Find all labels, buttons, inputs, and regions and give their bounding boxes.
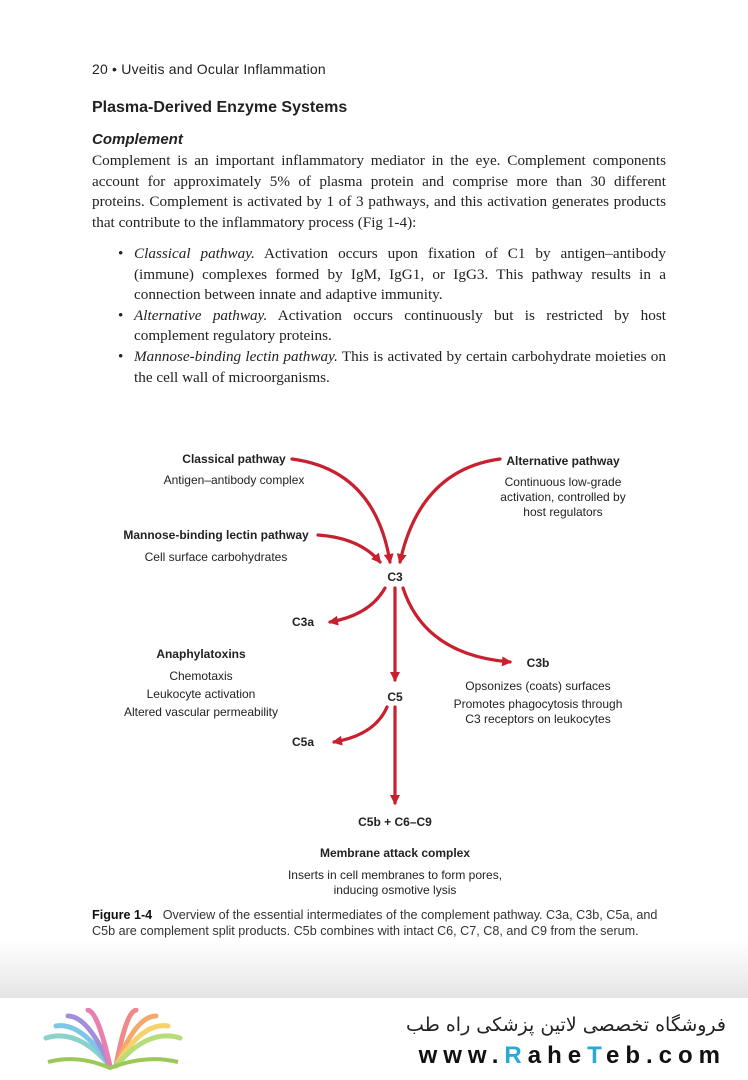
bullet-text: Activation occurs continuously but is restricted by host complement regulatory proteins.: [134, 306, 667, 345]
mannose-pathway-label: Mannose-binding lectin pathway: [123, 528, 309, 542]
body-paragraph: Complement is an important inflammatory mediator in the eye. Complement components account for approximately 5% of plasma protein and comprise more than 30 different proteins. Complement is activated by 1 of 3 pathways, and this activation generates products that contribute to the inflammatory process (Fig 1-4):: [92, 152, 666, 231]
figure-label: Figure 1-4: [92, 908, 153, 922]
c3-node: C3: [387, 570, 403, 584]
section-title: Plasma-Derived Enzyme Systems: [92, 99, 348, 116]
bullet-text: Activation occurs upon fixation of C1 by antigen–antibody (immune) complexes formed by IgM, IgG1, or IgG3. This pathway results in a connection between innate and adaptive immunity.: [134, 245, 666, 304]
complement-pathway-diagram: [0, 440, 748, 840]
mac-text-block: [0, 840, 748, 900]
mac-line-1: Inserts in cell membranes to form pores,: [287, 868, 503, 882]
classical-pathway-desc: Antigen–antibody complex: [163, 473, 305, 487]
arrow-c5-to-c5a: [334, 707, 387, 742]
url-part: R: [504, 1042, 528, 1069]
list-item-mannose: [118, 347, 666, 388]
alternative-pathway-desc-1: Continuous low-grade: [504, 475, 622, 489]
anaphylatoxins-line-3: Altered vascular permeability: [123, 705, 279, 719]
c5-node: C5: [387, 690, 403, 704]
bullet-term: Classical pathway.: [134, 245, 255, 262]
bullet-term: Mannose-binding lectin pathway.: [134, 347, 338, 365]
arrow-alternative-to-c3: [400, 459, 500, 562]
arrow-mannose-to-c3: [318, 535, 380, 562]
arrow-classical-to-c3: [292, 459, 390, 562]
c3b-line-1: Opsonizes (coats) surfaces: [465, 679, 611, 693]
classical-pathway-label: Classical pathway: [182, 452, 286, 466]
alternative-pathway-desc-2: activation, controlled by: [500, 490, 626, 504]
arrow-c3-to-c3b: [403, 588, 510, 662]
c3b-line-2: Promotes phagocytosis through: [453, 697, 623, 711]
c5a-node: C5a: [291, 735, 315, 749]
mannose-pathway-desc: Cell surface carbohydrates: [144, 550, 288, 564]
bullet-term: Alternative pathway.: [134, 306, 268, 324]
url-part: eb.com: [605, 1042, 726, 1069]
c3b-line-3: C3 receptors on leukocytes: [465, 712, 611, 726]
alternative-pathway-desc-3: host regulators: [523, 505, 603, 519]
open-book-logo: [38, 1008, 188, 1070]
anaphylatoxins-label: Anaphylatoxins: [156, 647, 246, 661]
store-url[interactable]: [419, 1042, 726, 1070]
mac-line-2: inducing osmotive lysis: [333, 883, 457, 897]
url-part: ahe: [527, 1042, 588, 1069]
bullet-text: This is activated by certain carbohydrate moieties on the cell wall of microorganisms.: [134, 347, 666, 386]
list-item-classical: [118, 244, 666, 306]
running-head: 20 • Uveitis and Ocular Inflammation: [92, 61, 326, 77]
c3b-node: C3b: [526, 656, 550, 670]
list-item-alternative: [118, 306, 666, 347]
arrow-c3-to-c3a: [330, 588, 385, 622]
anaphylatoxins-line-1: Chemotaxis: [169, 669, 233, 683]
c3a-node: C3a: [291, 615, 315, 629]
url-part: www.: [418, 1042, 505, 1069]
alternative-pathway-label: Alternative pathway: [506, 454, 620, 468]
url-part: T: [587, 1042, 606, 1069]
figure-caption-text: Overview of the essential intermediates of the complement pathway. C3a, C3b, C5a, and C5b are complement split products. C5b combines with intact C6, C7, C8, and C9 from the serum.: [92, 908, 658, 938]
subsection-title: Complement: [92, 131, 183, 148]
page-bottom-shadow: [0, 940, 748, 1000]
bullet-dot: •: [118, 306, 124, 324]
figure-caption: [92, 907, 666, 939]
anaphylatoxins-line-2: Leukocyte activation: [146, 687, 256, 701]
bullet-dot: •: [118, 347, 124, 365]
bullet-dot: •: [118, 245, 124, 262]
mac-label: Membrane attack complex: [319, 846, 471, 860]
store-name-persian: فروشگاه تخصصی لاتین پزشکی راه طب: [406, 1014, 726, 1036]
c5b-node: C5b + C6–C9: [358, 815, 432, 829]
pathway-list: [118, 244, 666, 388]
